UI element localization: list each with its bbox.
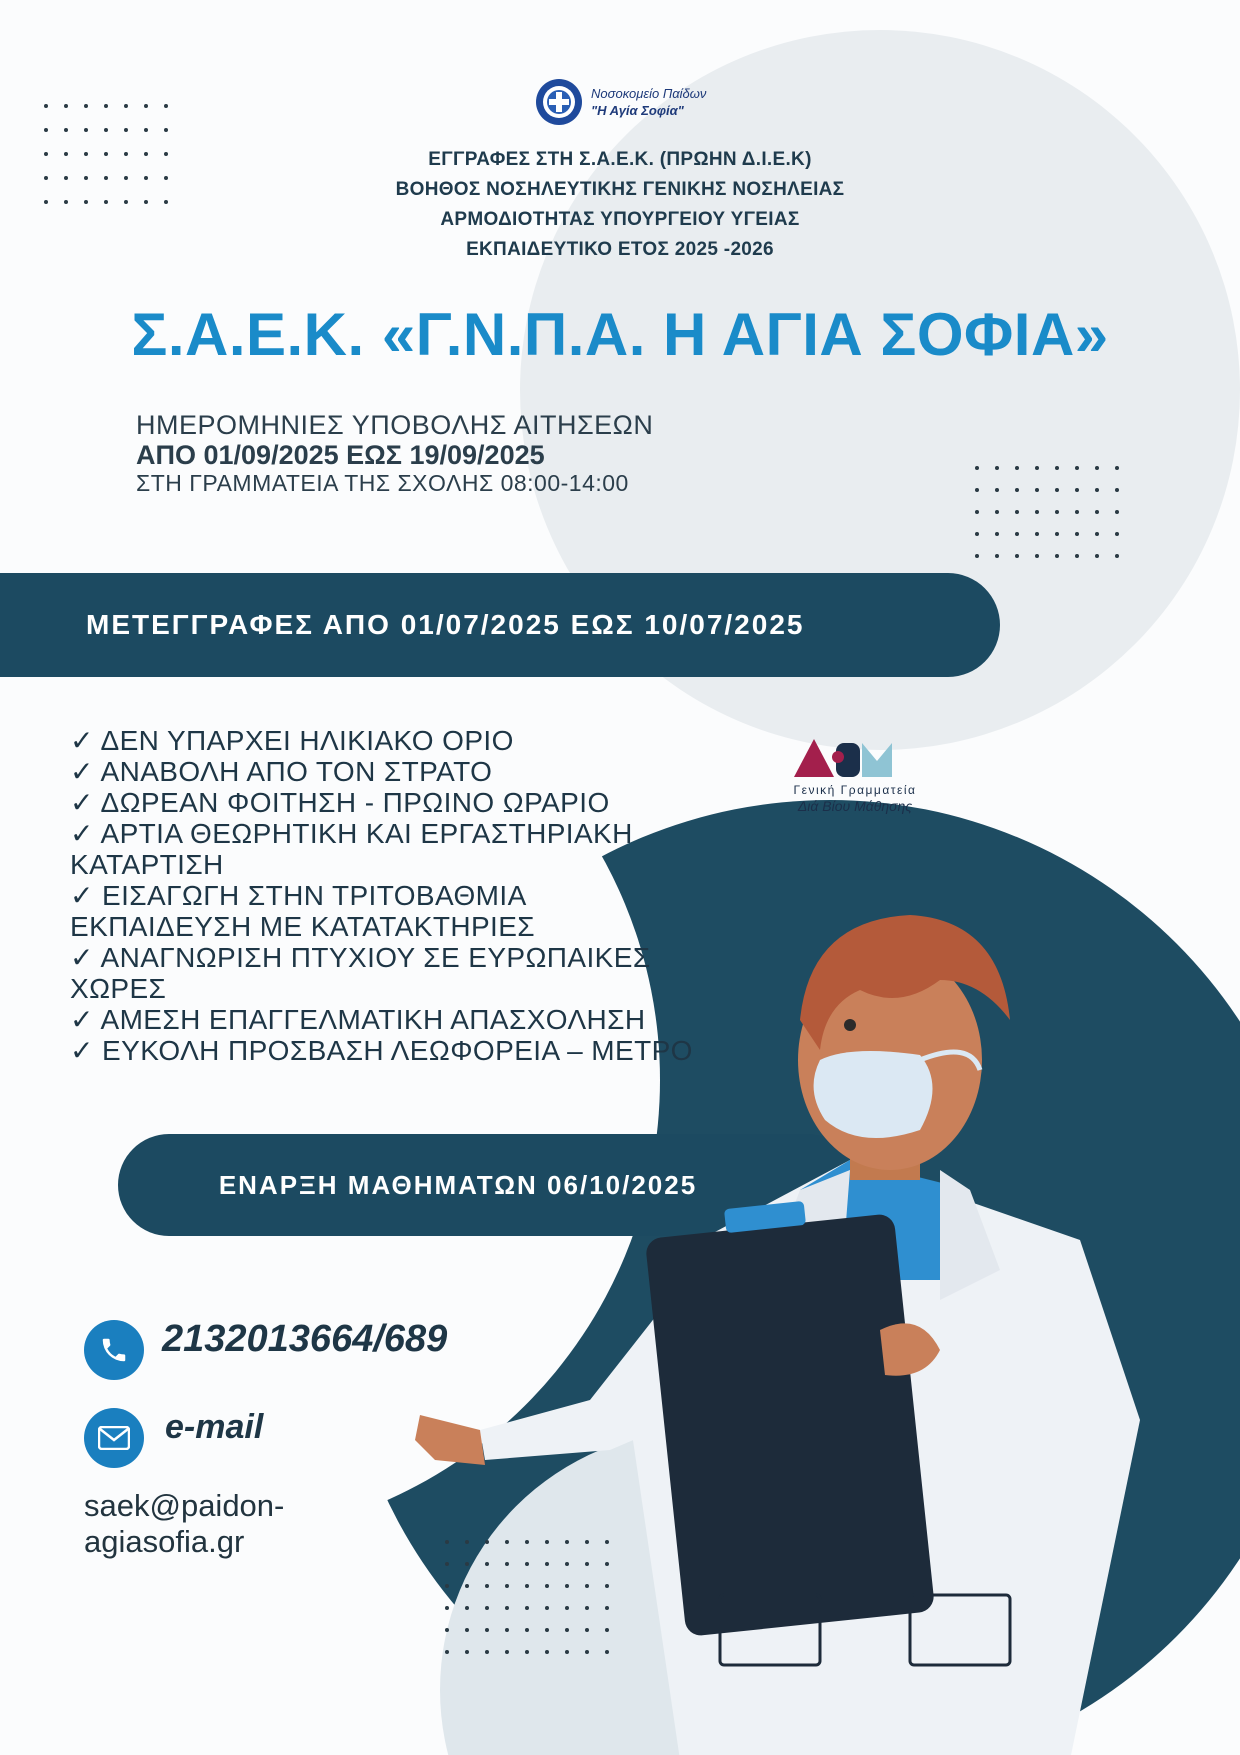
dot xyxy=(44,104,48,108)
dot xyxy=(144,104,148,108)
abm-logo xyxy=(780,735,930,815)
dot xyxy=(1055,466,1059,470)
header-line-1: ΕΓΓΡΑΦΕΣ ΣΤΗ Σ.Α.Ε.Κ. (ΠΡΩΗΝ Δ.Ι.Ε.Κ) xyxy=(428,149,812,170)
email-address-line2: agiasofia.gr xyxy=(84,1524,245,1559)
dot xyxy=(975,554,979,558)
dot xyxy=(1095,532,1099,536)
benefit-line: ✓ ΔΩΡΕΑΝ ΦΟΙΤΗΣΗ - ΠΡΩΙΝΟ ΩΡΑΡΙΟ xyxy=(70,787,610,818)
email-label: e-mail xyxy=(165,1408,264,1446)
dot xyxy=(1055,554,1059,558)
dot xyxy=(64,104,68,108)
dot xyxy=(164,128,168,132)
application-dates xyxy=(136,410,653,496)
application-period: ΑΠΟ 01/09/2025 ΕΩΣ 19/09/2025 xyxy=(136,440,545,470)
benefit-line: ΕΚΠΑΙΔΕΥΣΗ ΜΕ ΚΑΤΑΤΑΚΤΗΡΙΕΣ xyxy=(70,911,536,942)
email-address-line1: saek@paidon- xyxy=(84,1488,285,1523)
phone-icon xyxy=(84,1320,144,1380)
dot xyxy=(1095,488,1099,492)
abm-mark-icon xyxy=(792,735,902,779)
mail-icon xyxy=(84,1408,144,1468)
dot xyxy=(975,488,979,492)
application-dates-label: ΗΜΕΡΟΜΗΝΙΕΣ ΥΠΟΒΟΛΗΣ ΑΙΤΗΣΕΩΝ xyxy=(136,410,654,440)
dot xyxy=(84,128,88,132)
dot xyxy=(1055,488,1059,492)
dot xyxy=(1015,488,1019,492)
benefit-line: ΚΑΤΑΡΤΙΣΗ xyxy=(70,849,224,880)
dot xyxy=(1015,532,1019,536)
dot xyxy=(1035,554,1039,558)
benefit-line: ✓ ΕΥΚΟΛΗ ΠΡΟΣΒΑΣΗ ΛΕΩΦΟΡΕΙΑ – ΜΕΤΡΟ xyxy=(70,1035,693,1066)
dot xyxy=(975,510,979,514)
dot xyxy=(1015,466,1019,470)
header-line-4: ΕΚΠΑΙΔΕΥΤΙΚΟ ΕΤΟΣ 2025 -2026 xyxy=(466,239,774,260)
dot xyxy=(1075,488,1079,492)
phone-number[interactable]: 2132013664/689 xyxy=(162,1318,448,1360)
dot xyxy=(995,532,999,536)
email-address[interactable] xyxy=(84,1488,284,1560)
dot xyxy=(1015,554,1019,558)
nurse-illustration xyxy=(380,860,1240,1755)
header-line-3: ΑΡΜΟΔΙΟΤΗΤΑΣ ΥΠΟΥΡΓΕΙΟΥ ΥΓΕΙΑΣ xyxy=(440,209,800,230)
benefit-line: ΧΩΡΕΣ xyxy=(70,973,167,1004)
dot xyxy=(995,488,999,492)
dot xyxy=(1115,510,1119,514)
transfers-banner-text: ΜΕΤΕΓΓΡΑΦΕΣ ΑΠΟ 01/07/2025 ΕΩΣ 10/07/2025 xyxy=(86,609,805,640)
benefit-line: ✓ ΑΜΕΣΗ ΕΠΑΓΓΕΛΜΑΤΙΚΗ ΑΠΑΣΧΟΛΗΣΗ xyxy=(70,1004,646,1035)
benefit-line: ✓ ΑΡΤΙΑ ΘΕΩΡΗΤΙΚΗ ΚΑΙ ΕΡΓΑΣΤΗΡΙΑΚΗ xyxy=(70,818,633,849)
dot xyxy=(975,466,979,470)
dot xyxy=(1055,510,1059,514)
dot xyxy=(124,128,128,132)
dot-grid-right xyxy=(975,466,1119,558)
benefit-line: ✓ ΑΝΑΒΟΛΗ ΑΠΟ ΤΟΝ ΣΤΡΑΤΟ xyxy=(70,756,493,787)
dot xyxy=(1075,466,1079,470)
abm-logo-line1: Γενική Γραμματεία xyxy=(793,783,917,797)
dot xyxy=(1115,532,1119,536)
dot xyxy=(104,104,108,108)
dot xyxy=(975,532,979,536)
dot xyxy=(995,466,999,470)
dot xyxy=(1115,466,1119,470)
dot xyxy=(1095,510,1099,514)
dot xyxy=(1095,554,1099,558)
dot xyxy=(104,128,108,132)
dot xyxy=(164,104,168,108)
hospital-seal-icon xyxy=(535,78,583,126)
transfers-banner xyxy=(0,573,1000,677)
dot xyxy=(1015,510,1019,514)
dot xyxy=(144,128,148,132)
dot xyxy=(1075,510,1079,514)
dot xyxy=(1095,466,1099,470)
dot xyxy=(1055,532,1059,536)
dot xyxy=(64,128,68,132)
benefit-line: ✓ ΕΙΣΑΓΩΓΗ ΣΤΗΝ ΤΡΙΤΟΒΑΘΜΙΑ xyxy=(70,880,527,911)
header-line-2: ΒΟΗΘΟΣ ΝΟΣΗΛΕΥΤΙΚΗΣ ΓΕΝΙΚΗΣ ΝΟΣΗΛΕΙΑΣ xyxy=(395,179,845,200)
benefit-line: ✓ ΑΝΑΓΝΩΡΙΣΗ ΠΤΥΧΙΟΥ ΣΕ ΕΥΡΩΠΑΙΚΕΣ xyxy=(70,942,651,973)
dot xyxy=(1075,532,1079,536)
dot xyxy=(1075,554,1079,558)
dot xyxy=(995,510,999,514)
dot xyxy=(1035,532,1039,536)
start-date-banner-text: ΕΝΑΡΞΗ ΜΑΘΗΜΑΤΩΝ 06/10/2025 xyxy=(218,1169,698,1200)
dot xyxy=(44,128,48,132)
dot xyxy=(124,104,128,108)
dot xyxy=(1115,554,1119,558)
hospital-name-line2: "Η Αγία Σοφία" xyxy=(591,103,684,118)
dot xyxy=(995,554,999,558)
hospital-name-line1: Νοσοκομείο Παίδων xyxy=(591,86,707,101)
dot xyxy=(1035,466,1039,470)
abm-logo-line2: Διά Βίου Μάθησης xyxy=(797,798,913,814)
dot xyxy=(1035,510,1039,514)
hospital-logo xyxy=(535,78,715,128)
dot xyxy=(1035,488,1039,492)
application-location: ΣΤΗ ΓΡΑΜΜΑΤΕΙΑ ΤΗΣ ΣΧΟΛΗΣ 08:00-14:00 xyxy=(136,470,629,496)
benefit-line: ✓ ΔΕΝ ΥΠΑΡΧΕΙ ΗΛΙΚΙΑΚΟ ΟΡΙΟ xyxy=(70,725,514,756)
dot xyxy=(84,104,88,108)
dot xyxy=(1115,488,1119,492)
page-title: Σ.Α.Ε.Κ. «Γ.Ν.Π.Α. Η ΑΓΙΑ ΣΟΦΙΑ» xyxy=(131,301,1109,368)
